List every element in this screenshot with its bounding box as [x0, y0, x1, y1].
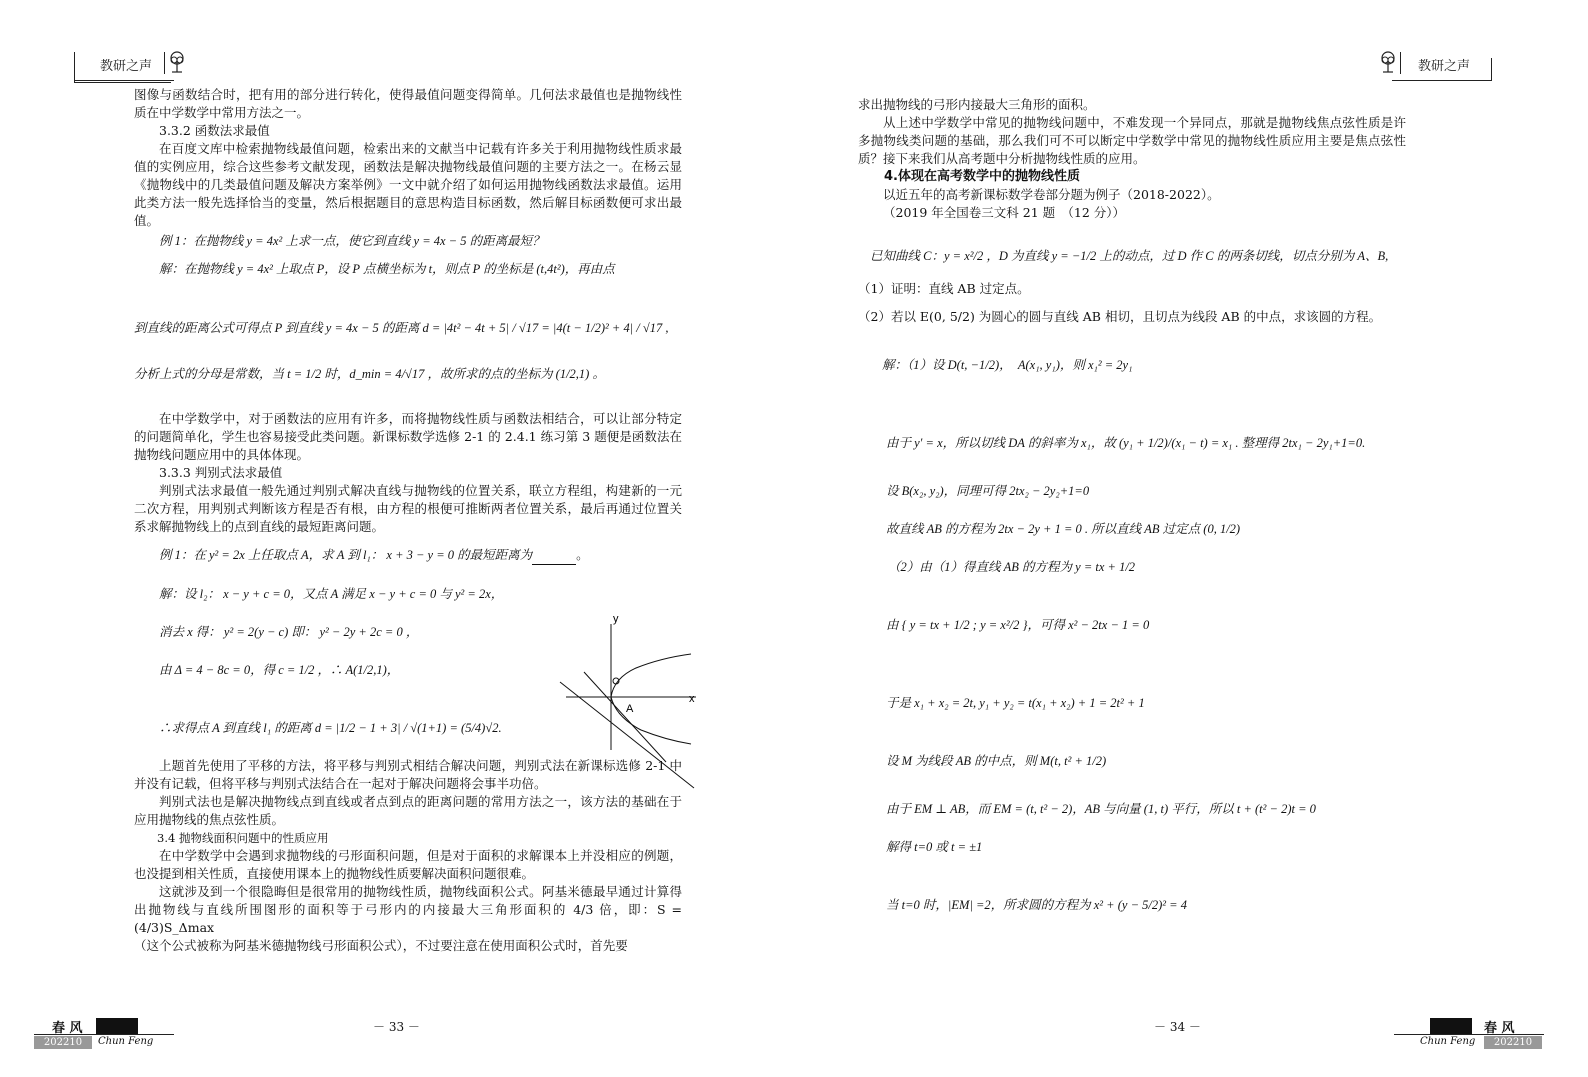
solution-step: ∴求得点 A 到直线 l₁ 的距离 d = |1/2 − 1 + 3| / √(1+1) = (5/4)√2. [159, 721, 502, 735]
x-axis-label: x [689, 693, 695, 705]
tree-logo-icon [167, 50, 187, 74]
solution-step: 当 t=0 时，|EM| =2，所求圆的方程为 x² + (y − 5/2)² = 4 [886, 898, 1187, 912]
y-axis-label: y [613, 613, 619, 625]
section-heading: 3.3.2 函数法求最值 [159, 123, 270, 138]
footer-brand-en-left: Chun Feng [98, 1036, 154, 1047]
section-heading: 3.3.3 判别式法求最值 [159, 465, 283, 480]
header-divider [164, 52, 165, 74]
solution-step: 于是 x₁ + x₂ = 2t, y₁ + y₂ = t(x₁ + x₂) + 1 = 2t² + 1 [886, 696, 1145, 710]
solution-step: 解得 t=0 或 t = ±1 [886, 840, 983, 854]
page-number-left: － 33 － [373, 1020, 420, 1034]
header-title-right: 教研之声 [1418, 59, 1471, 74]
paragraph: 在中学数学中会遇到求抛物线的弓形面积问题，但是对于面积的求解课本上并没相应的例题，也没提到相关性质，直接使用课本上的抛物线性质要解决面积问题很难。 [134, 848, 682, 881]
header-rule-right [1491, 58, 1492, 81]
paragraph: 图像与函数结合时，把有用的部分进行转化，使得最值问题变得简单。几何法求最值也是抛物线性质在中学数学中常用方法之一。 [134, 87, 682, 120]
footer-black-tab-right [1430, 1018, 1472, 1034]
problem-statement: 已知曲线 C：y = x²/2 ，D 为直线 y = −1/2 上的动点，过 D 作 C 的两条切线，切点分别为 A、B, [870, 249, 1389, 263]
section-heading: 4.体现在高考数学中的抛物线性质 [884, 169, 1080, 184]
solution-step: 解：设 l₂： x − y + c = 0，又点 A 满足 x − y + c = 0 与 y² = 2x， [159, 587, 504, 601]
footer-brand-left: 春 风 [52, 1021, 83, 1036]
problem-part-1: （1）证明：直线 AB 过定点。 [858, 281, 1030, 296]
footer-brand-en-right: Chun Feng [1420, 1036, 1476, 1047]
header-line-left [74, 80, 174, 81]
problem-part-2: （2）若以 E(0, 5/2) 为圆心的圆与直线 AB 相切，且切点为线段 AB 的中点，求该圆的方程。 [858, 309, 1382, 324]
paragraph: 这就涉及到一个很隐晦但是很常用的抛物线性质，抛物线面积公式。阿基米德最早通过计算得出抛物线与直线所围图形的面积等于弓形内的内接最大三角形面积的 4/3 倍，即：S = (4/3)S_Δmax [134, 884, 682, 935]
example-2: 例 1：在 y² = 2x 上任取点 A，求 A 到 l₁： x + 3 − y = 0 的最短距离为 。 [134, 546, 682, 565]
distance-formula: 到直线的距离公式可得点 P 到直线 y = 4x − 5 的距离 d = |4t² − 4t + 5| / √17 = |4(t − 1/2)² + 4| / √17 , [134, 321, 669, 335]
header-divider [1400, 52, 1401, 74]
solution-step: （2）由（1）得直线 AB 的方程为 y = tx + 1/2 [888, 560, 1136, 574]
header-line-right [1392, 80, 1492, 81]
paragraph: 在中学数学中，对于函数法的应用有许多，而将抛物线性质与函数法相结合，可以让部分特定的问题简单化，学生也容易接受此类问题。新课标数学选修 2-1 的 2.4.1 练习第 3 题便是函数法在抛物线问题应用中的具体体现。 [134, 411, 682, 462]
paragraph: 以近五年的高考新课标数学卷部分题为例子（2018-2022）。 [883, 187, 1220, 202]
solution-step: 由于 EM ⊥ AB，而 EM = (t, t² − 2)，AB 与向量 (1, t) 平行，所以 t + (t² − 2)t = 0 [886, 802, 1316, 816]
equation-system: 由 { y = tx + 1/2 ; y = x²/2 }，可得 x² − 2tx − 1 = 0 [886, 618, 1150, 632]
paragraph: 判别式法也是解决抛物线点到直线或者点到点的距离问题的常用方法之一，该方法的基础在于应用抛物线的焦点弦性质。 [134, 794, 682, 827]
right-column [858, 96, 1406, 914]
solution-step: 消去 x 得： y² = 2(y − c) 即： y² − 2y + 2c = 0 ， [159, 625, 419, 639]
footer-issue-right: 202210 [1484, 1036, 1542, 1049]
solution-text: 解：在抛物线 y = 4x² 上取点 P，设 P 点横坐标为 t，则点 P 的坐标是 (t,4t²)，再由点 [159, 262, 615, 276]
solution-step: 设 M 为线段 AB 的中点，则 M(t, t² + 1/2) [886, 754, 1107, 768]
header-rule-left [74, 52, 77, 82]
right-page [794, 0, 1588, 1077]
paragraph: 判别式法求最值一般先通过判别式解决直线与抛物线的位置关系，联立方程组，构建新的一元二次方程，用判别式判断该方程是否有根，由方程的根便可推断两者位置关系，最后再通过位置关系求解抛物线上的点到直线的最短距离问题。 [134, 483, 682, 534]
point-a-label: A [626, 703, 634, 715]
tree-logo-icon [1378, 50, 1398, 74]
solution-step: 设 B(x₂, y₂)，同理可得 2tx₂ − 2y₂+1=0 [886, 484, 1090, 498]
header-title-left: 教研之声 [100, 59, 153, 74]
parabola-curve [611, 654, 691, 697]
example-text: 例 1：在抛物线 y = 4x² 上求一点，使它到直线 y = 4x − 5 的距离最短？ [159, 234, 545, 248]
minimum-result: 分析上式的分母是常数，当 t = 1/2 时，d_min = 4/√17 ，故所求的点的坐标为 (1/2,1) 。 [134, 367, 605, 381]
footer-black-tab-left [96, 1018, 138, 1034]
section-heading: 3.4 抛物线面积问题中的性质应用 [157, 831, 329, 845]
parabola-graph [556, 612, 706, 792]
parabola-lower [611, 697, 691, 744]
left-column [134, 86, 682, 955]
solution-step: 解：（1）设 D(t, −1/2)， A(x₁, y₁)，则 x₁² = 2y₁ [882, 358, 1133, 372]
footer-line-right [1394, 1034, 1544, 1035]
paragraph: 在百度文库中检索抛物线最值问题，检索出来的文献当中记载有许多关于利用抛物线性质求最值的实例应用，综合这些参考文献发现，函数法是解决抛物线最值问题的主要方法之一。在杨云显《抛物线中的几类最值问题及解决方案举例》一文中就介绍了如何运用抛物线函数法求最值。运用此类方法一般先选择恰当的变量，然后根据题目的意思构造目标函数，然后解目标函数便可求出最值。 [134, 141, 682, 228]
paragraph: 求出抛物线的弓形内接最大三角形的面积。 [858, 97, 1096, 112]
solution-step: 故直线 AB 的方程为 2tx − 2y + 1 = 0 . 所以直线 AB 过定点 (0, 1/2) [886, 522, 1241, 536]
footer-issue-left: 202210 [34, 1036, 92, 1049]
paragraph: （2019 年全国卷三文科 21 题 （12 分）） [883, 205, 1126, 220]
line-l1 [560, 682, 694, 788]
page-number-right: － 34 － [1154, 1020, 1201, 1034]
solution-step: 由 Δ = 4 − 8c = 0，得 c = 1/2 ，∴ A(1/2,1)， [159, 663, 400, 677]
answer-blank [532, 546, 576, 565]
paragraph: （这个公式被称为阿基米德抛物线弓形面积公式），不过要注意在使用面积公式时，首先要 [134, 938, 628, 953]
footer-brand-right: 春 风 [1484, 1021, 1515, 1036]
solution-step: 由于 y′ = x，所以切线 DA 的斜率为 x₁，故 (y₁ + 1/2)/(x₁ − t) = x₁ . 整理得 2tx₁ − 2y₁+1=0. [886, 436, 1366, 450]
line-l2 [584, 672, 666, 762]
paragraph: 上题首先使用了平移的方法，将平移与判别式相结合解决问题，判别式法在新课标选修 2-1 中并没有记载，但将平移与判别式法结合在一起对于解决问题将会事半功倍。 [134, 758, 682, 791]
paragraph: 从上述中学数学中常见的抛物线问题中，不难发现一个异同点，那就是抛物线焦点弦性质是许多抛物线类问题的基础，那么我们可不可以断定中学数学中常见的抛物线性质应用主要是焦点弦性质？接下来我们从高考题中分析抛物线性质的应用。 [858, 115, 1406, 166]
